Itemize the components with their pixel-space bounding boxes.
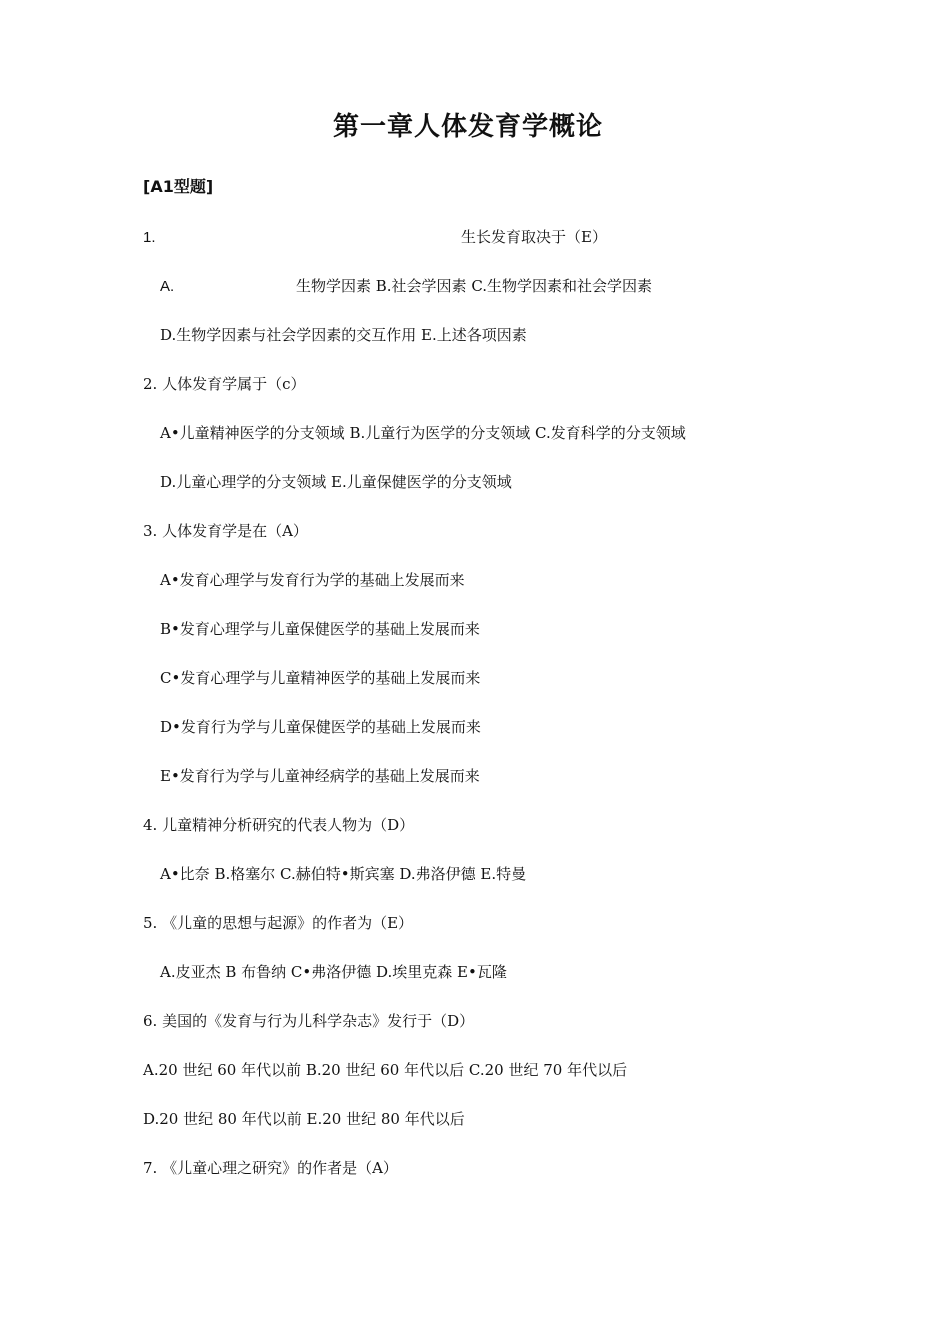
question-2: 2. 人体发育学属于（c） xyxy=(143,375,306,393)
page-title: 第一章人体发育学概论 xyxy=(332,112,603,142)
question-1-options xyxy=(160,275,920,298)
question-7: 7. 《儿童心理之研究》的作者是（A） xyxy=(143,1159,398,1177)
question-6-option-line: D.20 世纪 80 年代以前 E.20 世纪 80 年代以后 xyxy=(143,1110,465,1128)
question-stem: 生长发育取决于（E） xyxy=(461,228,607,246)
question-3: 3. 人体发育学是在（A） xyxy=(143,522,308,540)
question-4-options: A•比奈 B.格塞尔 C.赫伯特•斯宾塞 D.弗洛伊德 E.特曼 xyxy=(160,865,527,883)
question-1-options-line-2: D.生物学因素与社会学因素的交互作用 E.上述各项因素 xyxy=(160,326,527,344)
question-2-option-line: A•儿童精神医学的分支领域 B.儿童行为医学的分支领域 C.发育科学的分支领域 xyxy=(160,424,686,442)
option-label: A. xyxy=(160,278,175,295)
option-text: 生物学因素 B.社会学因素 C.生物学因素和社会学因素 xyxy=(296,277,653,295)
question-5-options: A.皮亚杰 B 布鲁纳 C•弗洛伊德 D.埃里克森 E•瓦隆 xyxy=(160,963,507,981)
question-6: 6. 美国的《发育与行为儿科学杂志》发行于（D） xyxy=(143,1012,475,1030)
question-3-option-a: A•发育心理学与发育行为学的基础上发展而来 xyxy=(160,571,465,589)
question-3-option-c: C•发育心理学与儿童精神医学的基础上发展而来 xyxy=(160,669,481,687)
section-heading: [A1型题] xyxy=(143,177,214,196)
question-number: 1. xyxy=(143,229,156,246)
question-4: 4. 儿童精神分析研究的代表人物为（D） xyxy=(143,816,415,834)
question-1 xyxy=(143,226,903,249)
question-6-option-line: A.20 世纪 60 年代以前 B.20 世纪 60 年代以后 C.20 世纪 70 年代以后 xyxy=(143,1061,628,1079)
question-5: 5. 《儿童的思想与起源》的作者为（E） xyxy=(143,914,414,932)
question-3-option-b: B•发育心理学与儿童保健医学的基础上发展而来 xyxy=(160,620,480,638)
question-3-option-d: D•发育行为学与儿童保健医学的基础上发展而来 xyxy=(160,718,481,736)
question-3-option-e: E•发育行为学与儿童神经病学的基础上发展而来 xyxy=(160,767,480,785)
question-2-option-line: D.儿童心理学的分支领域 E.儿童保健医学的分支领域 xyxy=(160,473,512,491)
